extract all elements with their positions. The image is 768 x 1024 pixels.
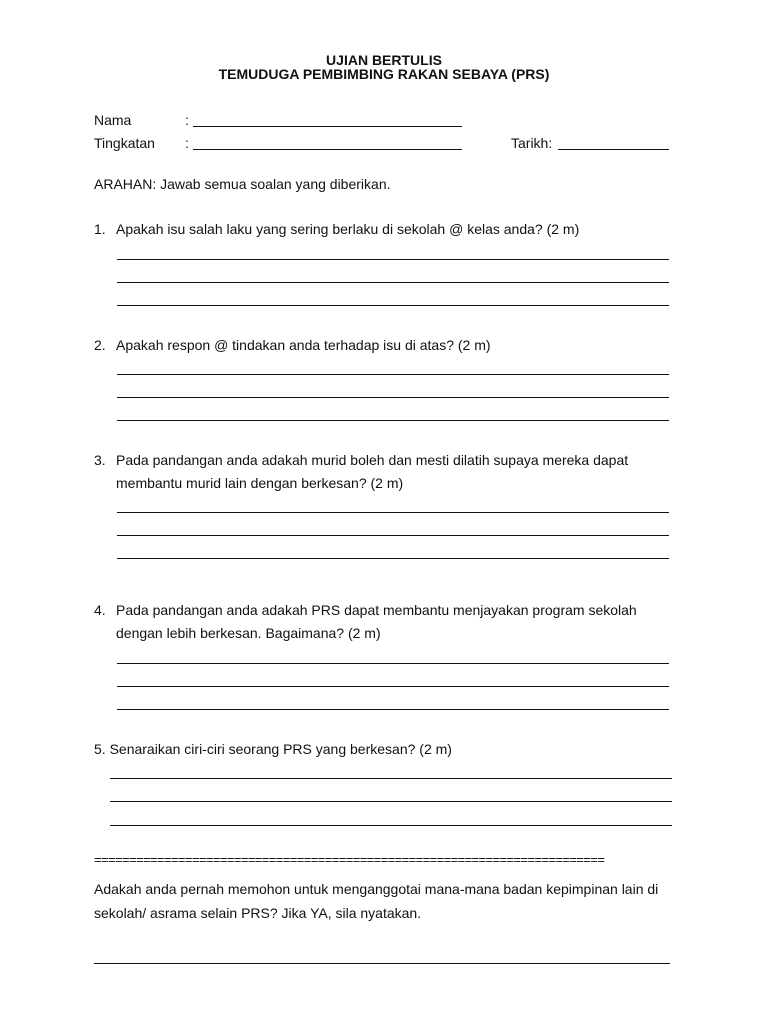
answer-line[interactable] (117, 397, 669, 398)
final-question-line-2: sekolah/ asrama selain PRS? Jika YA, sila nyatakan. (94, 905, 422, 921)
question-number: 1. (94, 221, 106, 237)
question-text: Apakah isu salah laku yang sering berlaku di sekolah @ kelas anda? (2 m) (116, 221, 580, 237)
question-text: Senaraikan ciri-ciri seorang PRS yang berkesan? (2 m) (109, 741, 452, 757)
answer-line[interactable] (117, 663, 669, 664)
question-5 (94, 741, 452, 757)
answer-line[interactable] (117, 512, 669, 513)
tingkatan-colon: : (185, 135, 189, 151)
answer-line[interactable] (117, 259, 669, 260)
tarikh-label: Tarikh: (511, 135, 553, 151)
answer-line[interactable] (110, 825, 672, 826)
answer-line[interactable] (117, 686, 669, 687)
question-text: Pada pandangan anda adakah PRS dapat membantu menjayakan program sekolah (116, 602, 637, 618)
question-number: 4. (94, 602, 106, 618)
question-text: Apakah respon @ tindakan anda terhadap isu di atas? (2 m) (116, 337, 491, 353)
answer-line[interactable] (110, 778, 672, 779)
answer-line[interactable] (117, 558, 669, 559)
question-text: Pada pandangan anda adakah murid boleh dan mesti dilatih supaya mereka dapat (116, 452, 629, 468)
tingkatan-label: Tingkatan (94, 135, 155, 151)
nama-colon: : (185, 112, 189, 128)
answer-line[interactable] (117, 282, 669, 283)
instruction-text: ARAHAN: Jawab semua soalan yang diberikan. (94, 176, 391, 192)
answer-line[interactable] (117, 535, 669, 536)
question-text-continued: dengan lebih berkesan. Bagaimana? (2 m) (116, 625, 381, 641)
answer-line[interactable] (117, 374, 669, 375)
question-number: 3. (94, 452, 106, 468)
answer-line[interactable] (94, 963, 670, 964)
question-text-continued: membantu murid lain dengan berkesan? (2 m) (116, 475, 404, 491)
exam-title: UJIAN BERTULIS (326, 52, 442, 68)
section-separator: ========================================================================= (94, 852, 605, 867)
final-question-line-1: Adakah anda pernah memohon untuk menganggotai mana-mana badan kepimpinan lain di (94, 881, 659, 897)
answer-line[interactable] (117, 420, 669, 421)
question-number: 5. (94, 741, 106, 757)
nama-label: Nama (94, 112, 132, 128)
answer-line[interactable] (117, 305, 669, 306)
nama-field[interactable] (193, 126, 462, 127)
answer-line[interactable] (117, 709, 669, 710)
answer-line[interactable] (110, 801, 672, 802)
tarikh-field[interactable] (558, 149, 669, 150)
tingkatan-field[interactable] (193, 149, 462, 150)
exam-subtitle: TEMUDUGA PEMBIMBING RAKAN SEBAYA (PRS) (218, 66, 550, 82)
question-number: 2. (94, 337, 106, 353)
